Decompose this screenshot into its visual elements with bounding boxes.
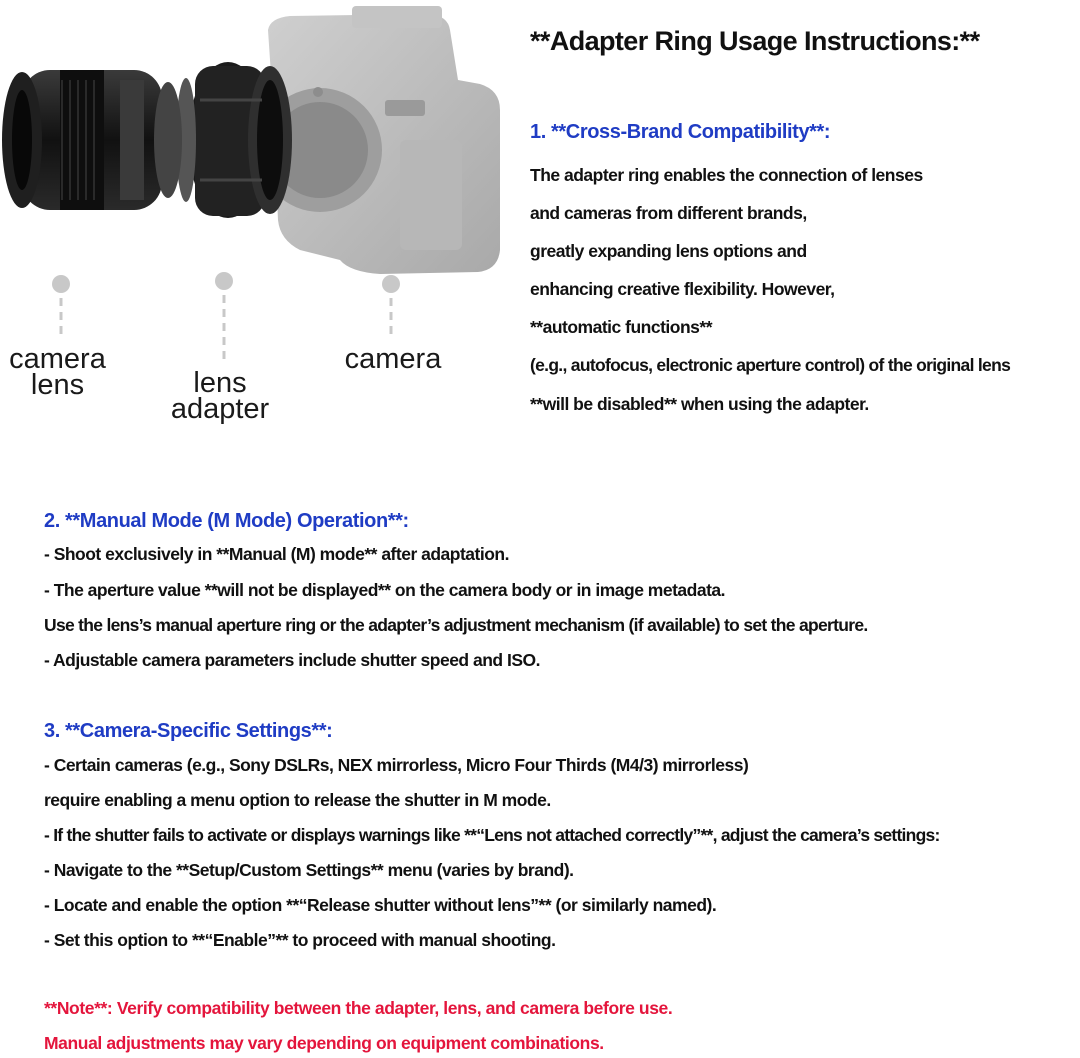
section1-line: and cameras from different brands, [530, 203, 807, 223]
section3-line: - Set this option to **“Enable”** to proceed with manual shooting. [44, 930, 556, 950]
section1-line: greatly expanding lens options and [530, 241, 807, 261]
adapter-ring-graphic [176, 62, 292, 218]
camera-body-graphic [258, 6, 500, 274]
section1-line: (e.g., autofocus, electronic aperture control) of the original lens [530, 355, 1011, 375]
section1-line: **will be disabled** when using the adapter. [530, 394, 869, 414]
section1-line: enhancing creative flexibility. However, [530, 279, 835, 299]
section3-heading: 3. **Camera-Specific Settings**: [44, 720, 333, 742]
section3-line: - Certain cameras (e.g., Sony DSLRs, NEX mirrorless, Micro Four Thirds (M4/3) mirrorless) [44, 755, 749, 775]
section2-line: - Shoot exclusively in **Manual (M) mode** after adaptation. [44, 544, 509, 564]
section3-line: - Navigate to the **Setup/Custom Settings** menu (varies by brand). [44, 860, 574, 880]
marker-camera-lens [52, 275, 70, 340]
note-line: Manual adjustments may vary depending on equipment combinations. [44, 1033, 604, 1053]
marker-camera [382, 275, 400, 340]
page-title: **Adapter Ring Usage Instructions:** [530, 26, 980, 56]
section1-line: The adapter ring enables the connection of lenses [530, 165, 923, 185]
section2-line: - The aperture value **will not be displayed** on the camera body or in image metadata. [44, 580, 725, 600]
label-camera-lens [0, 343, 115, 401]
note-line: **Note**: Verify compatibility between the adapter, lens, and camera before use. [44, 998, 673, 1018]
camera-lens-graphic [2, 70, 182, 210]
section3-line: - If the shutter fails to activate or displays warnings like **“Lens not attached correctly”**, adjust the camera’s settings: [44, 825, 940, 845]
marker-lens-adapter [215, 272, 233, 365]
label-lens-adapter [160, 367, 280, 425]
section2-heading: 2. **Manual Mode (M Mode) Operation**: [44, 510, 409, 532]
label-lens-adapter-line2: adapter [170, 393, 270, 425]
section3-line: require enabling a menu option to release the shutter in M mode. [44, 790, 551, 810]
label-camera-lens-line2: lens [30, 369, 85, 401]
section2-line: - Adjustable camera parameters include shutter speed and ISO. [44, 650, 540, 670]
product-illustration [0, 0, 520, 440]
section1-heading: 1. **Cross-Brand Compatibility**: [530, 121, 831, 143]
section2-line: Use the lens’s manual aperture ring or the adapter’s adjustment mechanism (if available) to set the aperture. [44, 615, 868, 635]
section3-line: - Locate and enable the option **“Release shutter without lens”** (or similarly named). [44, 895, 717, 915]
label-camera-lens-line1: camera [9, 343, 106, 375]
label-lens-adapter-line1: lens [193, 367, 247, 399]
label-camera: camera [344, 343, 442, 375]
section1-line: **automatic functions** [530, 317, 712, 337]
